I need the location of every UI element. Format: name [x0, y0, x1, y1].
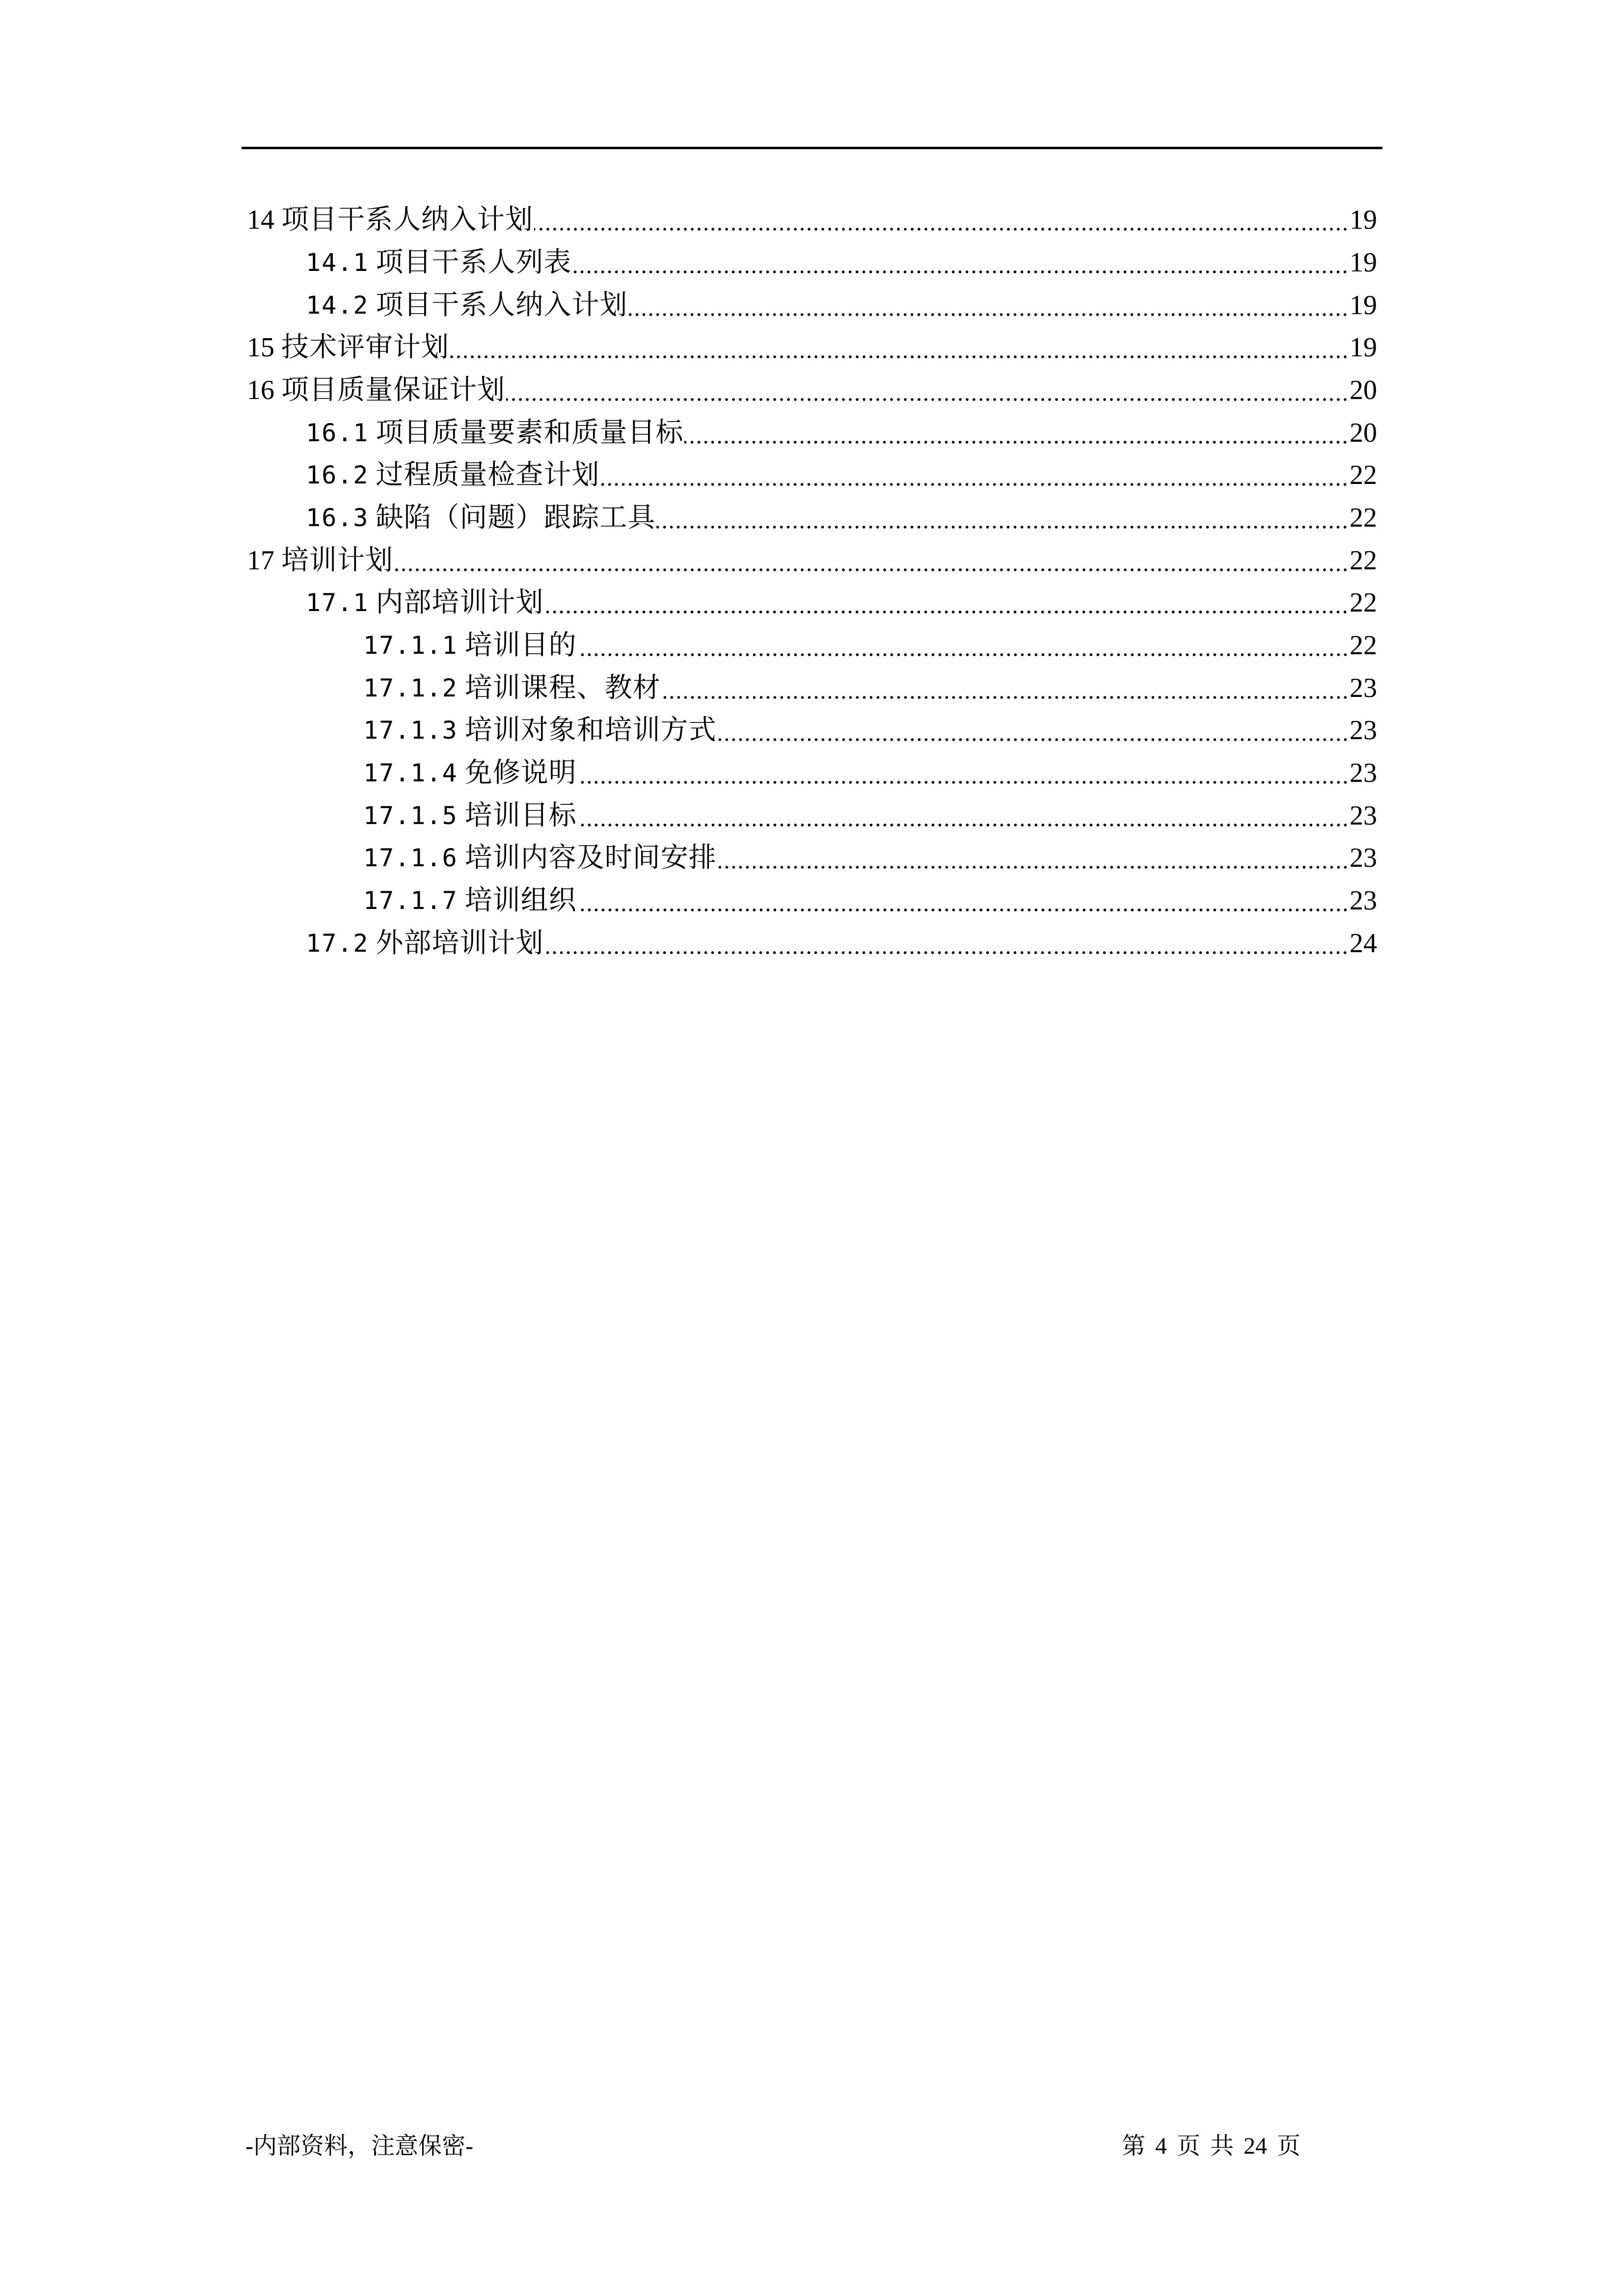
header-rule: [242, 147, 1382, 149]
toc-entry-page: 20: [1350, 375, 1377, 405]
toc-entry-title: 培训目标: [464, 801, 577, 831]
toc-entry-page: 22: [1350, 630, 1377, 661]
toc-entry-page: 23: [1350, 801, 1377, 831]
toc-entry[interactable]: [363, 631, 1377, 660]
toc-entry[interactable]: [363, 758, 1377, 788]
toc-entry-page: 20: [1350, 418, 1377, 448]
toc-entry-title: 培训计划: [281, 545, 393, 576]
dot-leader: [572, 248, 1349, 277]
toc-entry[interactable]: [247, 333, 1377, 362]
toc-entry-title: 技术评审计划: [281, 332, 449, 363]
toc-entry-page: 19: [1350, 332, 1377, 363]
footer-page-indicator: [1122, 2133, 1300, 2160]
toc-entry-title: 过程质量检查计划: [376, 460, 600, 490]
toc-entry-number: 17.1.4: [363, 759, 458, 787]
toc-entry[interactable]: [363, 843, 1377, 873]
toc-entry[interactable]: [363, 716, 1377, 745]
toc-entry-page: 23: [1350, 885, 1377, 916]
page-label-suffix: 页: [1277, 2133, 1301, 2159]
toc-entry-page: 23: [1350, 715, 1377, 746]
toc-entry-title: 缺陷（问题）跟踪工具: [376, 503, 656, 533]
toc-entry-title: 项目干系人纳入计划: [376, 290, 628, 320]
toc-entry-page: 23: [1350, 673, 1377, 703]
toc-entry-title: 培训课程、教材: [464, 673, 661, 703]
dot-leader: [600, 460, 1349, 490]
toc-entry[interactable]: [363, 673, 1377, 703]
toc-entry-number: 14.1: [306, 248, 369, 277]
toc-entry-number: 17.1: [306, 588, 369, 617]
toc-entry-page: 24: [1350, 928, 1377, 959]
dot-leader: [718, 843, 1349, 873]
dot-leader: [544, 929, 1349, 958]
toc-entry-title: 项目质量要素和质量目标: [376, 418, 684, 448]
toc-entry-number: 16.1: [306, 419, 369, 447]
toc-entry-title: 内部培训计划: [376, 587, 544, 618]
toc-entry[interactable]: [306, 503, 1377, 533]
dot-leader: [506, 375, 1349, 405]
toc-entry-page: 22: [1350, 503, 1377, 533]
toc-entry[interactable]: [247, 205, 1377, 235]
toc-entry-page: 19: [1350, 290, 1377, 320]
page-label-mid: 页 共: [1177, 2133, 1234, 2159]
toc-entry[interactable]: [363, 801, 1377, 830]
toc-entry[interactable]: [306, 418, 1377, 448]
toc-entry[interactable]: [306, 929, 1377, 958]
toc-entry-page: 23: [1350, 758, 1377, 788]
toc-entry-title: 项目干系人纳入计划: [281, 205, 533, 235]
toc-entry[interactable]: [247, 546, 1377, 575]
toc-entry-number: 17.1.1: [363, 631, 458, 660]
dot-leader: [450, 333, 1349, 362]
toc-entry-page: 19: [1350, 247, 1377, 278]
toc-entry-title: 项目质量保证计划: [281, 375, 505, 405]
toc-entry-number: 16.3: [306, 504, 369, 532]
toc-entry-number: 14.2: [306, 291, 369, 320]
dot-leader: [544, 588, 1349, 617]
toc-entry-number: 17: [247, 545, 274, 576]
toc-entry-number: 14: [247, 205, 274, 235]
dot-leader: [578, 886, 1349, 915]
dot-leader: [662, 673, 1349, 703]
footer-confidential-notice: -内部资料，注意保密-: [245, 2133, 473, 2159]
dot-leader: [656, 503, 1349, 533]
toc-entry[interactable]: [363, 886, 1377, 915]
toc-entry-page: 22: [1350, 460, 1377, 490]
toc-entry-title: 培训对象和培训方式: [464, 715, 717, 746]
toc-entry-page: 19: [1350, 205, 1377, 235]
toc-entry-number: 17.1.7: [363, 886, 458, 915]
toc-entry-page: 22: [1350, 587, 1377, 618]
toc-entry[interactable]: [306, 460, 1377, 490]
toc-entry-number: 17.1.3: [363, 716, 458, 745]
dot-leader: [394, 546, 1349, 575]
toc-entry-number: 17.1.6: [363, 844, 458, 872]
toc-entry-number: 16.2: [306, 461, 369, 489]
toc-entry[interactable]: [306, 588, 1377, 617]
toc-entry-number: 17.2: [306, 929, 369, 958]
toc-entry-title: 免修说明: [464, 758, 577, 788]
toc-entry-title: 培训目的: [464, 630, 577, 661]
toc-entry-number: 17.1.2: [363, 674, 458, 702]
current-page: 4: [1155, 2133, 1167, 2159]
toc-entry-page: 22: [1350, 545, 1377, 576]
toc-entry-title: 培训内容及时间安排: [464, 843, 717, 873]
toc-entry[interactable]: [306, 248, 1377, 277]
page-label-prefix: 第: [1122, 2133, 1146, 2159]
dot-leader: [684, 418, 1349, 448]
dot-leader: [578, 631, 1349, 660]
toc-entry-title: 项目干系人列表: [376, 247, 572, 278]
toc-entry-title: 培训组织: [464, 885, 577, 916]
dot-leader: [578, 758, 1349, 788]
toc-entry-number: 17.1.5: [363, 801, 458, 830]
dot-leader: [534, 205, 1349, 235]
dot-leader: [628, 291, 1349, 320]
dot-leader: [718, 716, 1349, 745]
toc-entry-title: 外部培训计划: [376, 928, 544, 959]
toc-entry[interactable]: [306, 291, 1377, 320]
dot-leader: [578, 801, 1349, 830]
total-pages: 24: [1244, 2133, 1268, 2159]
toc-entry-number: 16: [247, 375, 274, 405]
toc-entry[interactable]: [247, 375, 1377, 405]
toc-entry-page: 23: [1350, 843, 1377, 873]
toc-entry-number: 15: [247, 332, 274, 363]
